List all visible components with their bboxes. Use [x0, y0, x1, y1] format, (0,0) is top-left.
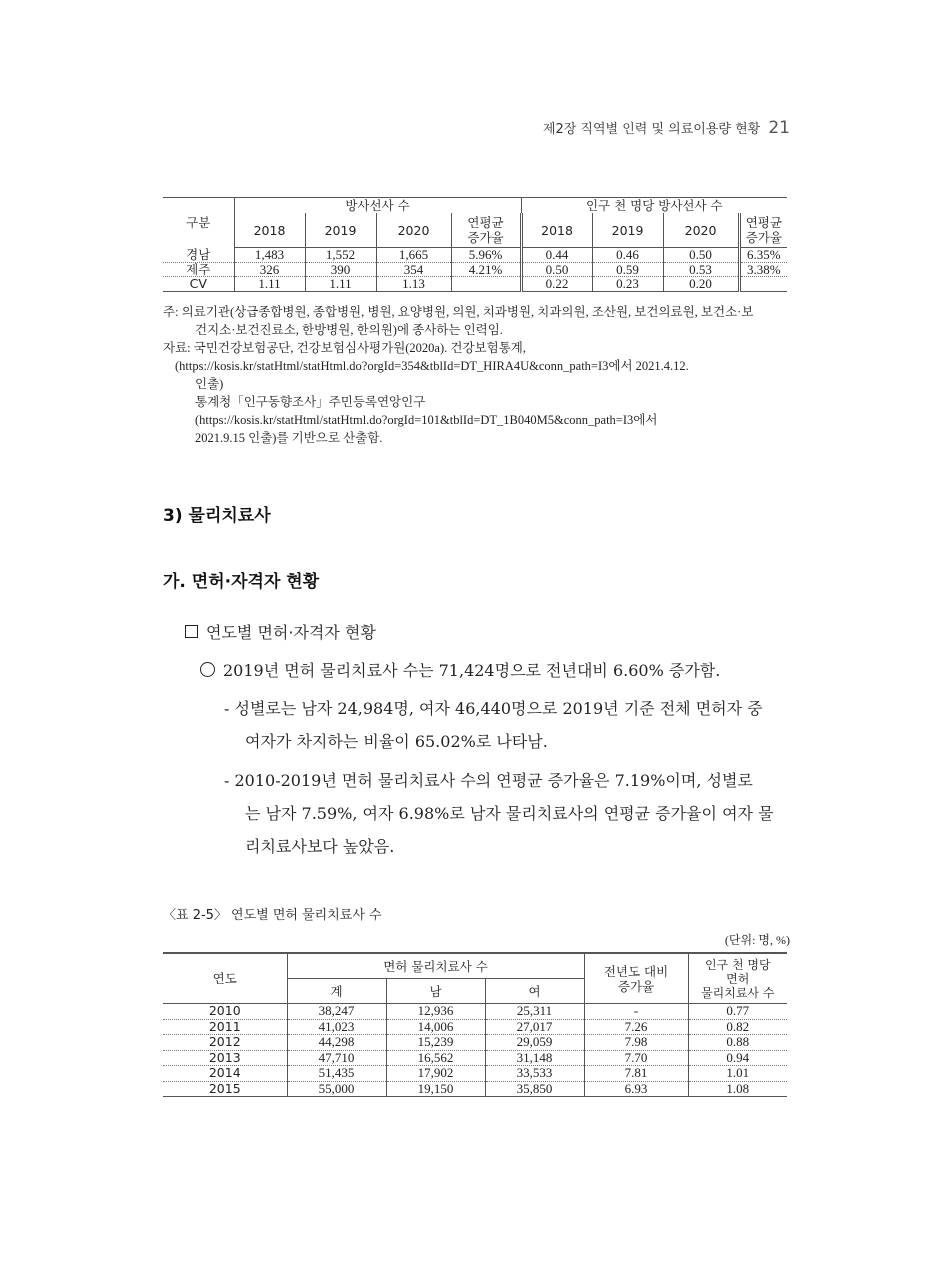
dash-line: - 성별로는 남자 24,984명, 여자 46,440명으로 2019년 기준 전체 면허자 중 — [224, 699, 763, 718]
col-header-female: 여 — [485, 979, 584, 1004]
box-item — [185, 620, 376, 643]
table-row: 2013 47,710 16,562 31,148 7.70 0.94 — [163, 1050, 787, 1066]
table-row: CV 1.11 1.11 1.13 0.22 0.23 0.20 — [163, 277, 787, 292]
col-header-year: 연도 — [163, 953, 287, 1004]
col-header-category: 구분 — [163, 198, 234, 248]
subsection-title: 가. 면허·자격자 현황 — [163, 572, 320, 592]
table-row: 2011 41,023 14,006 27,017 7.26 0.82 — [163, 1019, 787, 1035]
col-header-growth: 연평균 증가율 — [451, 213, 521, 248]
dash-line: 는 남자 7.59%, 여자 6.98%로 남자 물리치료사의 연평균 증가율이 여자 물 — [245, 804, 774, 823]
bullet-paragraph — [200, 654, 720, 687]
bullet-text: 2019년 면허 물리치료사 수는 71,424명으로 전년대비 6.60% 증가함. — [223, 661, 721, 680]
col-header-year: 2019 — [592, 213, 663, 248]
col-header-year: 2018 — [521, 213, 592, 248]
box-item-text: 연도별 면허·자격자 현황 — [206, 623, 376, 642]
source-line: (https://kosis.kr/statHtml/statHtml.do?orgId=354&tblId=DT_HIRA4U&conn_path=I3에서 2021.4.12. — [175, 359, 689, 373]
source-line: 인출) — [195, 377, 224, 391]
running-header — [543, 118, 790, 138]
page-number: 21 — [768, 118, 790, 138]
radiographer-table — [163, 197, 787, 292]
col-header-group1: 방사선사 수 — [234, 198, 521, 214]
table-row: 2010 38,247 12,936 25,311 - 0.77 — [163, 1004, 787, 1020]
table-caption: 〈표 2-5〉 연도별 면허 물리치료사 수 — [163, 908, 382, 923]
square-bullet-icon — [185, 625, 198, 638]
col-header-group2: 인구 천 명당 방사선사 수 — [521, 198, 787, 214]
col-header-male: 남 — [386, 979, 485, 1004]
source-line: 자료: 국민건강보험공단, 건강보험심사평가원(2020a). 건강보험통계, — [163, 341, 526, 355]
table-row: 2015 55,000 19,150 35,850 6.93 1.08 — [163, 1081, 787, 1097]
col-header-group: 면허 물리치료사 수 — [287, 953, 584, 979]
section-title: 3) 물리치료사 — [163, 506, 271, 526]
col-header-year: 2020 — [663, 213, 739, 248]
col-header-year: 2018 — [234, 213, 305, 248]
circle-bullet-icon — [200, 662, 215, 677]
table-row: 경남 1,483 1,552 1,665 5.96% 0.44 0.46 0.50 6.35% — [163, 248, 787, 263]
col-header-per-capita: 인구 천 명당 면허 물리치료사 수 — [688, 953, 787, 1004]
col-header-total: 계 — [287, 979, 386, 1004]
table-row: 2014 51,435 17,902 33,533 7.81 1.01 — [163, 1066, 787, 1082]
table-unit: (단위: 명, %) — [724, 933, 790, 947]
col-header-growth: 전년도 대비 증가율 — [584, 953, 688, 1004]
dash-paragraph — [224, 692, 763, 758]
source-line: 통계청「인구동향조사」주민등록연앙인구 — [195, 395, 426, 409]
source-line: (https://kosis.kr/statHtml/statHtml.do?orgId=101&tblId=DT_1B040M5&conn_path=I3에서 — [195, 413, 658, 427]
header-text: 제2장 직역별 인력 및 의료이용량 현황 — [542, 122, 761, 137]
table-notes — [163, 303, 793, 447]
dash-line: - 2010-2019년 면허 물리치료사 수의 연평균 증가율은 7.19%이며, 성별로 — [224, 771, 753, 790]
note-line: 건지소·보건진료소, 한방병원, 한의원)에 종사하는 인력임. — [195, 323, 503, 337]
col-header-year: 2020 — [376, 213, 451, 248]
table-row: 2012 44,298 15,239 29,059 7.98 0.88 — [163, 1035, 787, 1051]
table-row: 제주 326 390 354 4.21% 0.50 0.59 0.53 3.38% — [163, 262, 787, 277]
note-line: 주: 의료기관(상급종합병원, 종합병원, 병원, 요양병원, 의원, 치과병원, 치과의원, 조산원, 보건의료원, 보건소·보 — [163, 305, 754, 319]
dash-line: 여자가 차지하는 비율이 65.02%로 나타남. — [245, 732, 548, 751]
col-header-year: 2019 — [305, 213, 376, 248]
dash-paragraph — [224, 764, 774, 863]
col-header-growth: 연평균 증가율 — [739, 213, 787, 248]
source-line: 2021.9.15 인출)를 기반으로 산출함. — [195, 431, 383, 445]
dash-line: 리치료사보다 높았음. — [245, 837, 395, 856]
physio-table — [163, 952, 787, 1097]
